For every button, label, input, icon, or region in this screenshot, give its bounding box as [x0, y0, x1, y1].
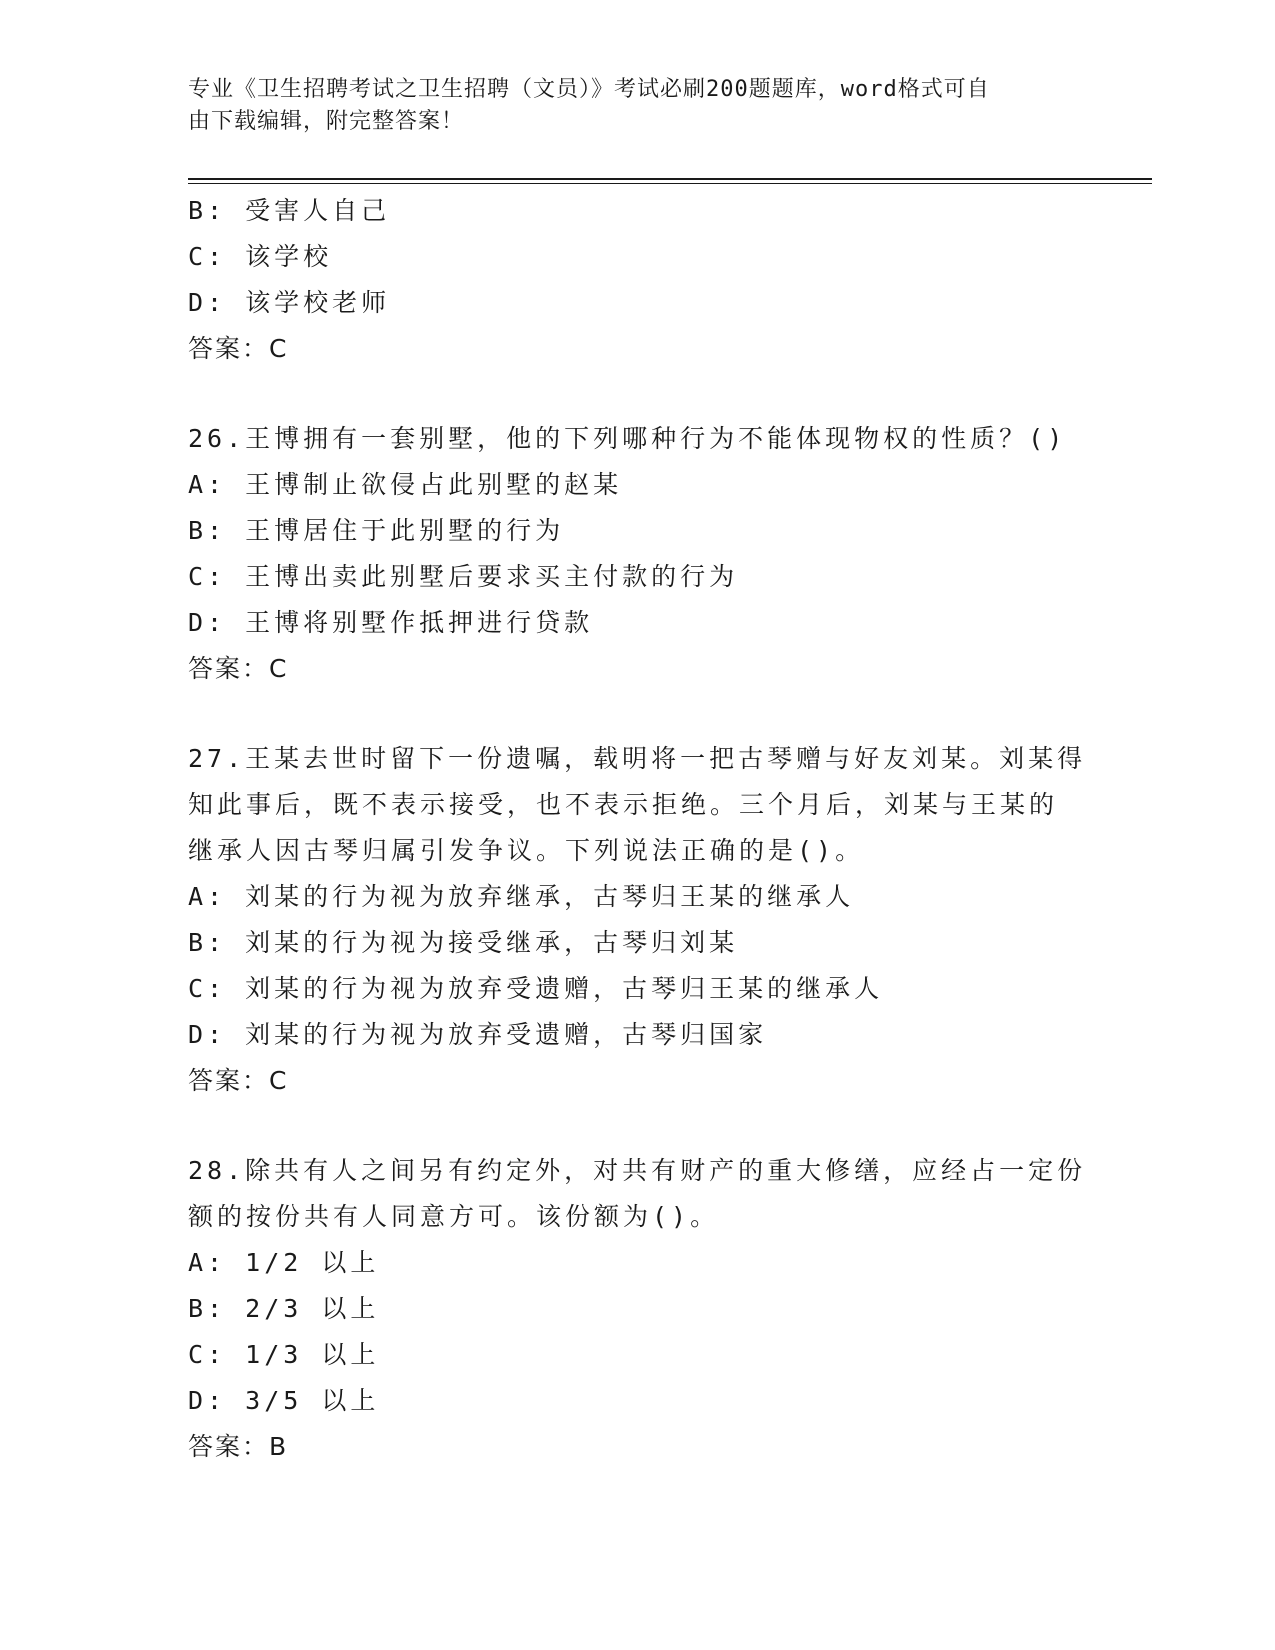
option-c: C: 刘某的行为视为放弃受遗赠，古琴归王某的继承人 [188, 974, 884, 1003]
question-27 [188, 736, 1088, 1104]
option-d: D: 该学校老师 [188, 288, 391, 317]
document-header [188, 74, 1088, 138]
question-text-line-2: 额的按份共有人同意方可。该份额为()。 [188, 1202, 720, 1231]
answer-line: 答案：B [188, 1432, 289, 1461]
option-b: B: 受害人自己 [188, 196, 391, 225]
spacer [188, 692, 1088, 736]
header-divider-thin [188, 183, 1152, 184]
header-divider-thick [188, 178, 1152, 180]
option-a: A: 1/2 以上 [188, 1248, 380, 1277]
header-line-1: 专业《卫生招聘考试之卫生招聘（文员）》考试必刷200题题库，word格式可自 [188, 77, 990, 102]
option-d: D: 王博将别墅作抵押进行贷款 [188, 608, 594, 637]
header-line-2: 由下载编辑，附完整答案！ [188, 109, 465, 134]
option-b: B: 2/3 以上 [188, 1294, 380, 1323]
question-text-line-3: 继承人因古琴归属引发争议。下列说法正确的是()。 [188, 836, 865, 865]
option-b: B: 王博居住于此别墅的行为 [188, 516, 565, 545]
question-26 [188, 416, 1088, 692]
option-c: C: 王博出卖此别墅后要求买主付款的行为 [188, 562, 739, 591]
option-a: A: 王博制止欲侵占此别墅的赵某 [188, 470, 623, 499]
spacer [188, 1104, 1088, 1148]
question-text-line-1: 28.除共有人之间另有约定外，对共有财产的重大修缮，应经占一定份 [188, 1156, 1087, 1185]
question-25-tail [188, 188, 1088, 372]
question-text: 26.王博拥有一套别墅，他的下列哪种行为不能体现物权的性质？() [188, 424, 1067, 453]
question-28 [188, 1148, 1088, 1470]
spacer [188, 372, 1088, 416]
question-text-line-1: 27.王某去世时留下一份遗嘱，载明将一把古琴赠与好友刘某。刘某得 [188, 744, 1087, 773]
question-list [188, 188, 1088, 1470]
answer-line: 答案：C [188, 1066, 289, 1095]
option-a: A: 刘某的行为视为放弃继承，古琴归王某的继承人 [188, 882, 855, 911]
question-text-line-2: 知此事后，既不表示接受，也不表示拒绝。三个月后，刘某与王某的 [188, 790, 1059, 819]
option-d: D: 刘某的行为视为放弃受遗赠，古琴归国家 [188, 1020, 768, 1049]
option-b: B: 刘某的行为视为接受继承，古琴归刘某 [188, 928, 739, 957]
option-d: D: 3/5 以上 [188, 1386, 380, 1415]
option-c: C: 该学校 [188, 242, 333, 271]
answer-line: 答案：C [188, 654, 289, 683]
answer-line: 答案：C [188, 334, 289, 363]
option-c: C: 1/3 以上 [188, 1340, 380, 1369]
